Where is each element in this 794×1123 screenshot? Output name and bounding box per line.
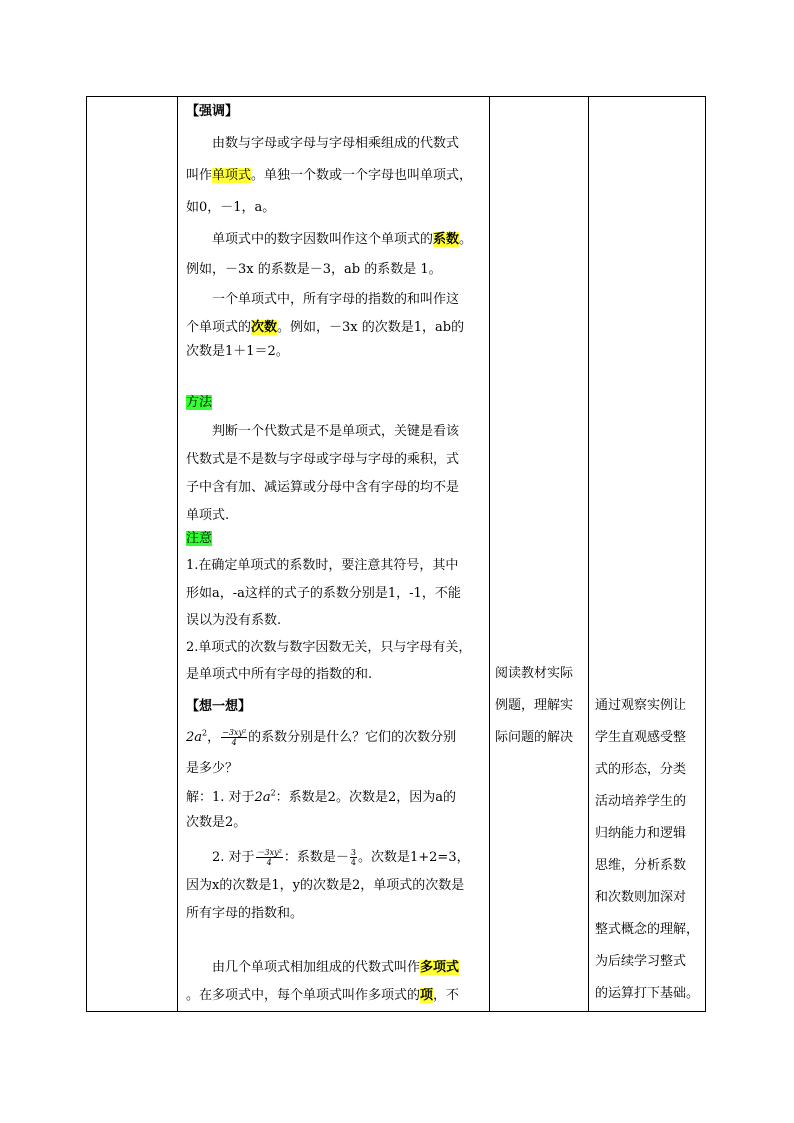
intent-line: 式的形态，分类 — [595, 762, 687, 777]
design-intent-cell — [589, 97, 705, 1011]
degree-line: 个单项式的次数。例如，－3x 的次数是1，ab的 — [186, 320, 465, 335]
intent-line: 为后续学习整式 — [595, 954, 687, 969]
teaching-content-cell — [177, 97, 489, 1011]
intent-line: 的运算打下基础。 — [595, 986, 700, 1001]
coefficient-line: 单项式中的数字因数叫作这个单项式的系数。 — [212, 232, 473, 247]
term-coefficient: 系数 — [433, 232, 460, 247]
intent-line: 整式概念的理解， — [595, 922, 700, 937]
question-line: 是多少？ — [186, 761, 239, 776]
activity-line: 例题，理解实 — [495, 698, 574, 713]
intent-line: 通过观察实例让 — [595, 698, 687, 713]
degree-line: 一个单项式中，所有字母的指数的和叫作这 — [212, 292, 460, 307]
note-label: 注意 — [186, 531, 213, 546]
coefficient-line: 例如，－3x 的系数是－3，ab 的系数是 1。 — [186, 262, 442, 277]
intent-line: 归纳能力和逻辑 — [595, 826, 687, 841]
student-activity-cell — [490, 97, 588, 1011]
solution-line: 2. 对于 $\frac{\text{－3xy²}}{4}$ ：系数是－ $\frac{3}{4}$ 。次数是1+2=3， — [212, 848, 470, 867]
intent-line: 和次数则加深对 — [595, 890, 687, 905]
solution-line: 所有字母的指数和。 — [186, 906, 304, 921]
lesson-table — [86, 96, 706, 1012]
note-line: 形如a，-a这样的式子的系数分别是1，-1，不能 — [186, 586, 461, 601]
degree-line: 次数是1＋1＝2。 — [186, 344, 289, 359]
method-line: 子中含有加、减运算或分母中含有字母的均不是 — [186, 480, 460, 495]
solution-line: 次数是2。 — [186, 815, 247, 830]
intent-line: 学生直观感受整 — [595, 730, 687, 745]
term-term: 项 — [420, 988, 434, 1003]
intent-line: 思维，分析系数 — [595, 858, 687, 873]
polynomial-line: 由几个单项式相加组成的代数式叫作多项式 — [212, 960, 460, 975]
method-line: 判断一个代数式是不是单项式，关键是看该 — [212, 424, 460, 439]
term-degree: 次数 — [251, 320, 278, 335]
question-line: $2a^2$， $\frac{\text{−3xy²}}{4}$ 的系数分别是什么？它们的次数分别 — [186, 728, 457, 747]
note-line: 误以为没有系数. — [186, 613, 282, 628]
method-line: 代数式是不是数与字母或字母与字母的乘积，式 — [186, 452, 460, 467]
note-line: 是单项式中所有字母的指数的和. — [186, 667, 373, 682]
term-polynomial: 多项式 — [420, 960, 460, 975]
definition-line: 由数与字母或字母与字母相乘组成的代数式 — [212, 136, 460, 151]
solution-line: 解：1. 对于$2a^2$：系数是2。次数是2，因为a的 — [186, 788, 456, 805]
note-line: 2.单项式的次数与数字因数无关，只与字母有关， — [186, 640, 472, 655]
term-monomial: 单项式 — [212, 168, 252, 183]
heading-think: 【想一想】 — [186, 699, 252, 714]
solution-line: 因为x的次数是1，y的次数是2，单项式的次数是 — [186, 878, 465, 893]
activity-line: 际问题的解决 — [495, 730, 574, 745]
definition-line: 如0，－1，a。 — [186, 200, 276, 215]
activity-line: 阅读教材实际 — [495, 666, 574, 681]
fraction: $\frac{\text{−3xy²}}{4}$ — [222, 728, 247, 747]
intent-line: 活动培养学生的 — [595, 794, 687, 809]
fraction: $\frac{\text{－3xy²}}{4}$ — [256, 848, 282, 867]
fraction: $\frac{3}{4}$ — [350, 848, 356, 867]
method-line: 单项式. — [186, 508, 230, 523]
heading-emphasis: 【强调】 — [186, 104, 239, 119]
definition-line: 叫作单项式。单独一个数或一个字母也叫单项式， — [186, 168, 473, 183]
note-line: 1.在确定单项式的系数时，要注意其符号，其中 — [186, 558, 459, 573]
method-label: 方法 — [186, 395, 213, 410]
polynomial-line: 。在多项式中，每个单项式叫作多项式的项，不 — [186, 988, 460, 1003]
